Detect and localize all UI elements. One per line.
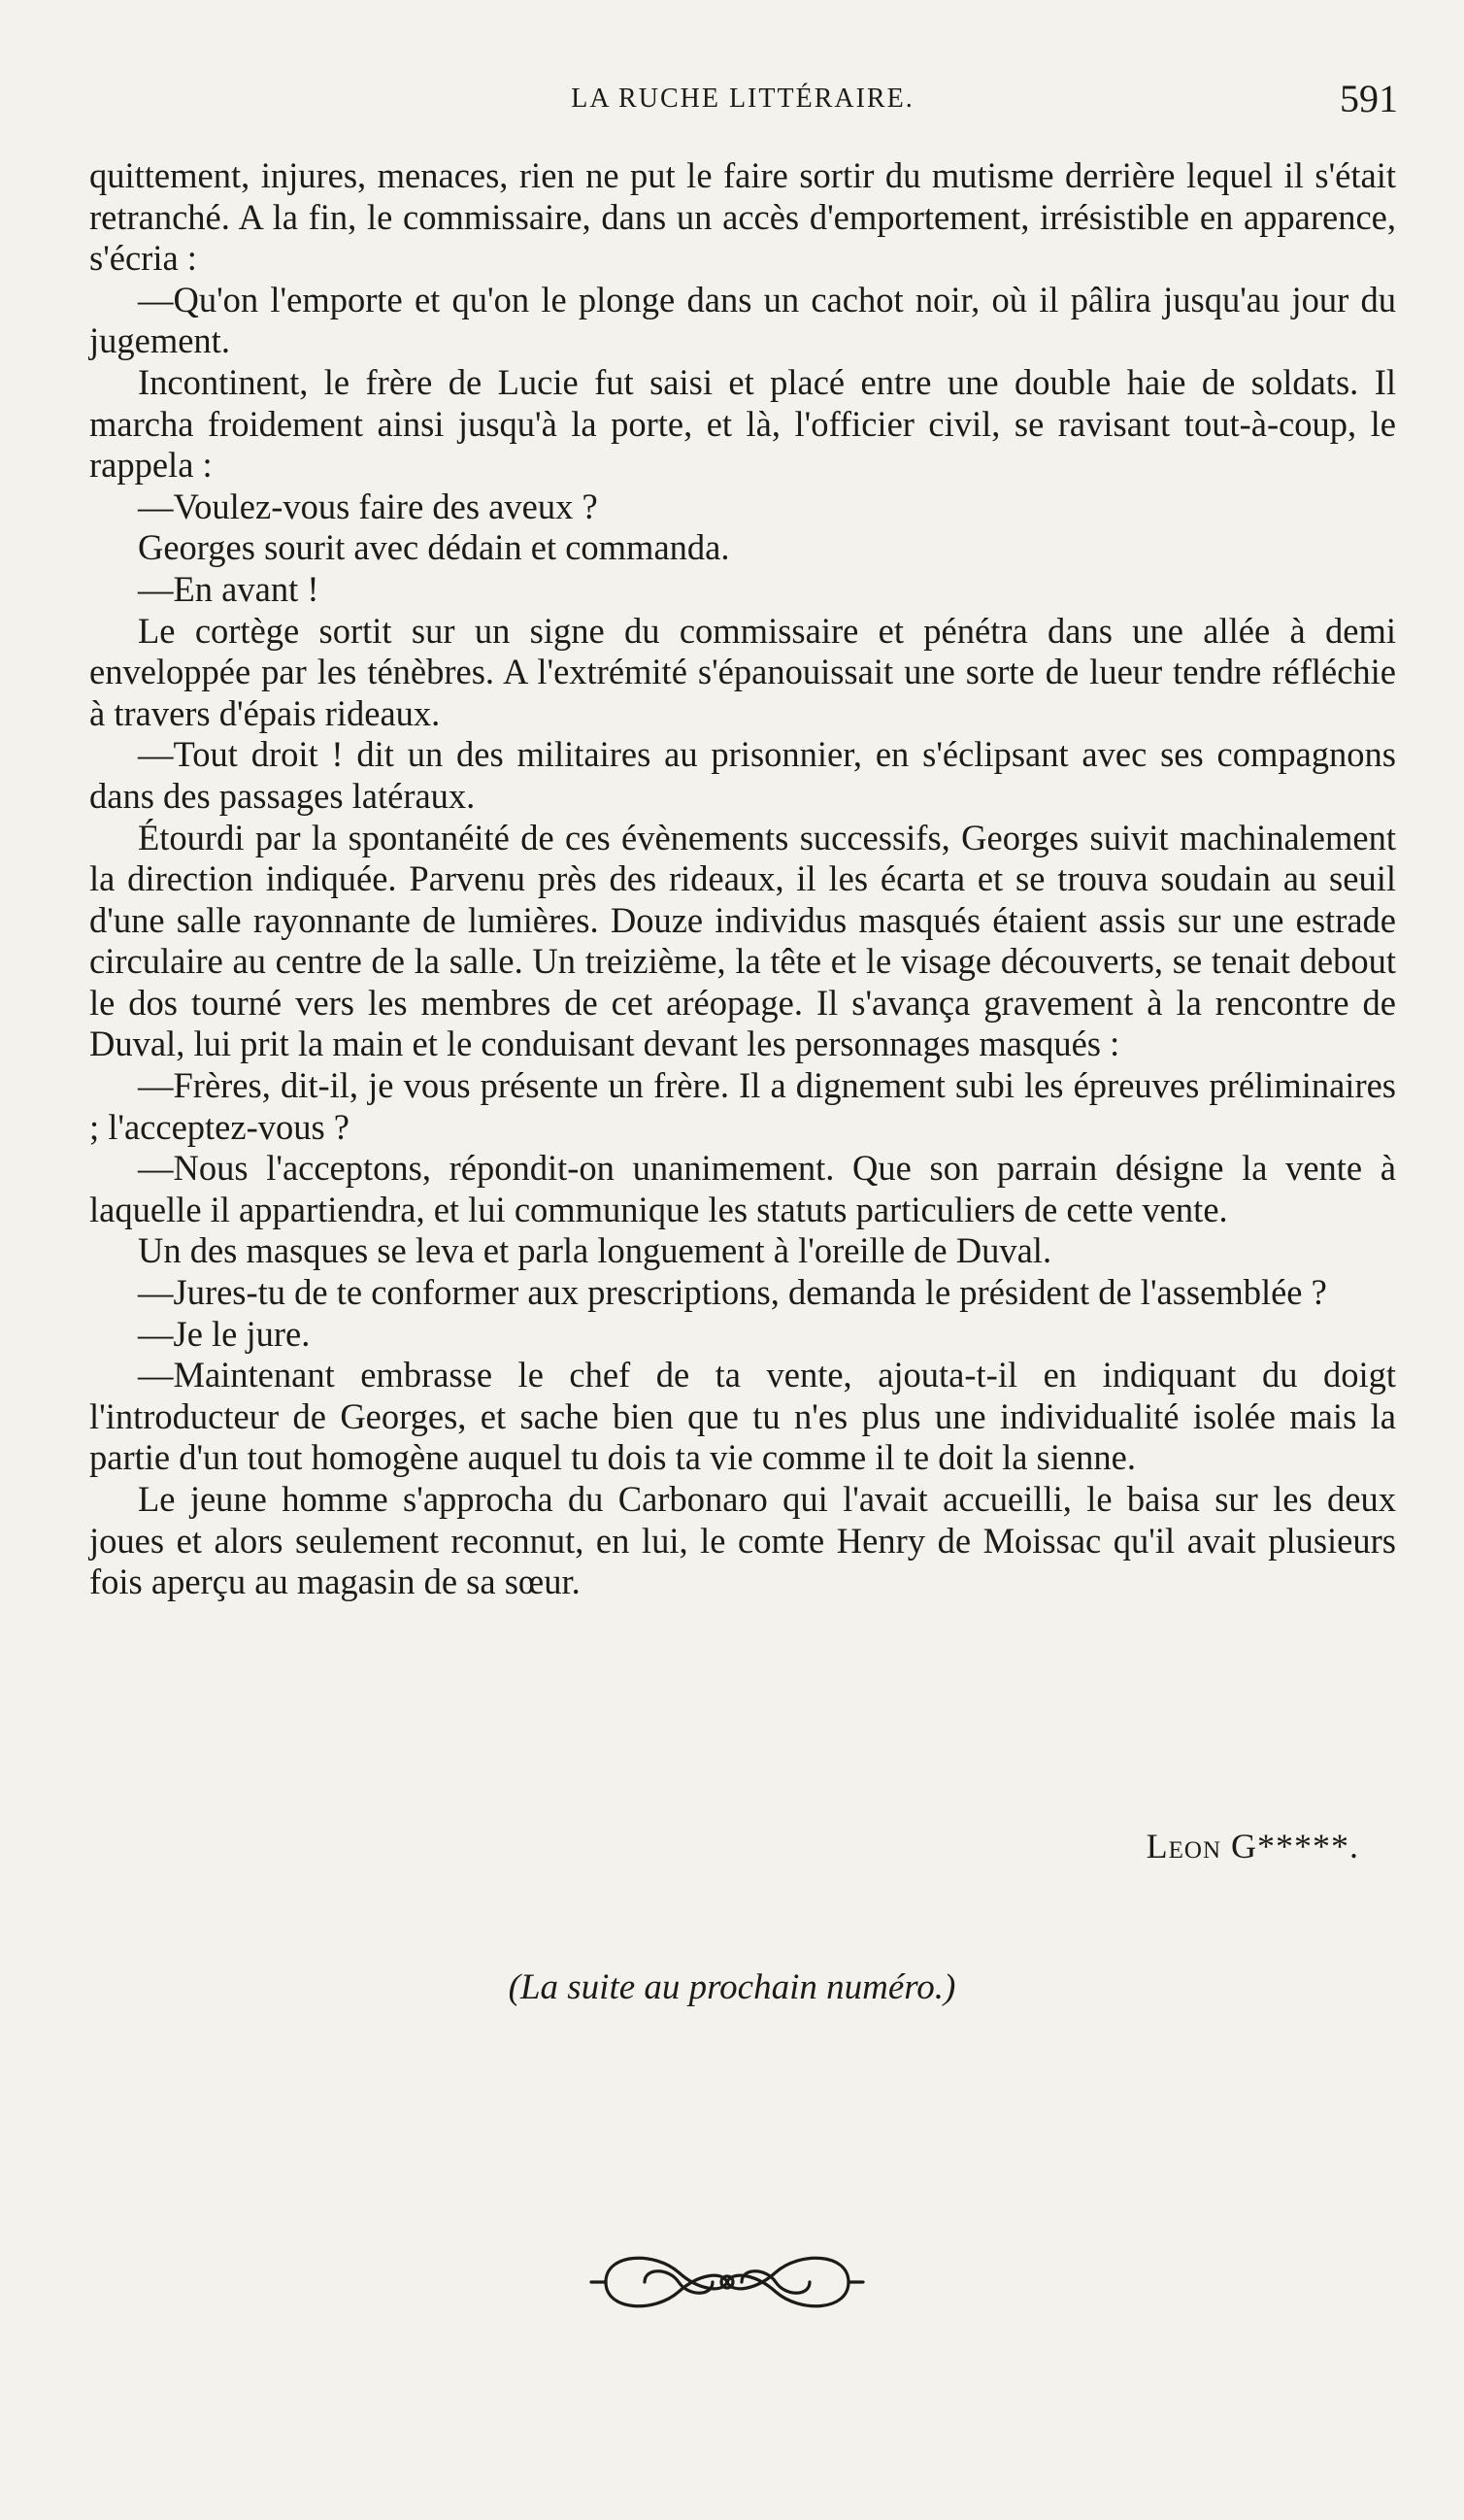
page-number: 591 [1340,77,1398,120]
author-signature: Leon G*****. [1146,1827,1359,1865]
continuation-note: (La suite au prochain numéro.) [508,1967,956,2007]
paragraph: —Qu'on l'emporte et qu'on le plonge dans un cachot noir, où il pâlira jusqu'au jour du jugement. [89,279,1396,361]
flourish-ornament-icon [586,2234,868,2331]
paragraph: quittement, injures, menaces, rien ne put le faire sortir du mutisme derrière lequel il s'était retranché. A la fin, le commissaire, dans un accès d'emportement, irrésistible en apparence, s'écria : [89,155,1396,279]
body-text [89,155,1396,1603]
paragraph: Étourdi par la spontanéité de ces évènements successifs, Georges suivit machinalement la direction indiquée. Parvenu près des rideaux, il les écarta et se trouva soudain au seuil d'une salle rayonnante de lumières. Douze individus masqués étaient assis sur une estrade circulaire au centre de la salle. Un treizième, la tête et le visage découverts, se tenait debout le dos tourné vers les membres de cet aréopage. Il s'avança gravement à la rencontre de Duval, lui prit la main et le conduisant devant les personnages masqués : [89,817,1396,1064]
paragraph: Le cortège sortit sur un signe du commissaire et pénétra dans une allée à demi enveloppée par les ténèbres. A l'extrémité s'épanouissait une sorte de lueur tendre réfléchie à travers d'épais rideaux. [89,610,1396,733]
paragraph: —Je le jure. [138,1313,311,1354]
paragraph: —Jures-tu de te conformer aux prescriptions, demanda le président de l'assemblée ? [138,1272,1327,1313]
paragraph: —En avant ! [138,568,319,609]
paragraph: —Voulez-vous faire des aveux ? [138,486,598,526]
running-title: LA RUCHE LITTÉRAIRE. [571,84,915,114]
paragraph: —Frères, dit-il, je vous présente un frère. Il a dignement subi les épreuves préliminaires ; l'acceptez-vous ? [89,1065,1396,1147]
paragraph: —Tout droit ! dit un des militaires au prisonnier, en s'éclipsant avec ses compagnons dans des passages latéraux. [89,734,1396,816]
paragraph: —Maintenant embrasse le chef de ta vente, ajouta-t-il en indiquant du doigt l'introducteur de Georges, et sache bien que tu n'es plus une individualité isolée mais la partie d'un tout homogène auquel tu dois ta vie comme il te doit la sienne. [89,1355,1396,1478]
paragraph: Le jeune homme s'approcha du Carbonaro qui l'avait accueilli, le baisa sur les deux joues et alors seulement reconnut, en lui, le comte Henry de Moissac qu'il avait plusieurs fois aperçu au magasin de sa sœur. [89,1479,1396,1602]
paragraph: Un des masques se leva et parla longuement à l'oreille de Duval. [138,1230,1052,1271]
paragraph: Incontinent, le frère de Lucie fut saisi et placé entre une double haie de soldats. Il marcha froidement ainsi jusqu'à la porte, et là, l'officier civil, se ravisant tout-à-coup, le rappela : [89,361,1396,486]
running-head [87,76,1398,124]
paragraph: Georges sourit avec dédain et commanda. [138,527,730,568]
paragraph: —Nous l'acceptons, répondit-on unanimement. Que son parrain désigne la vente à laquelle il appartiendra, et lui communique les statuts particuliers de cette vente. [89,1148,1396,1229]
